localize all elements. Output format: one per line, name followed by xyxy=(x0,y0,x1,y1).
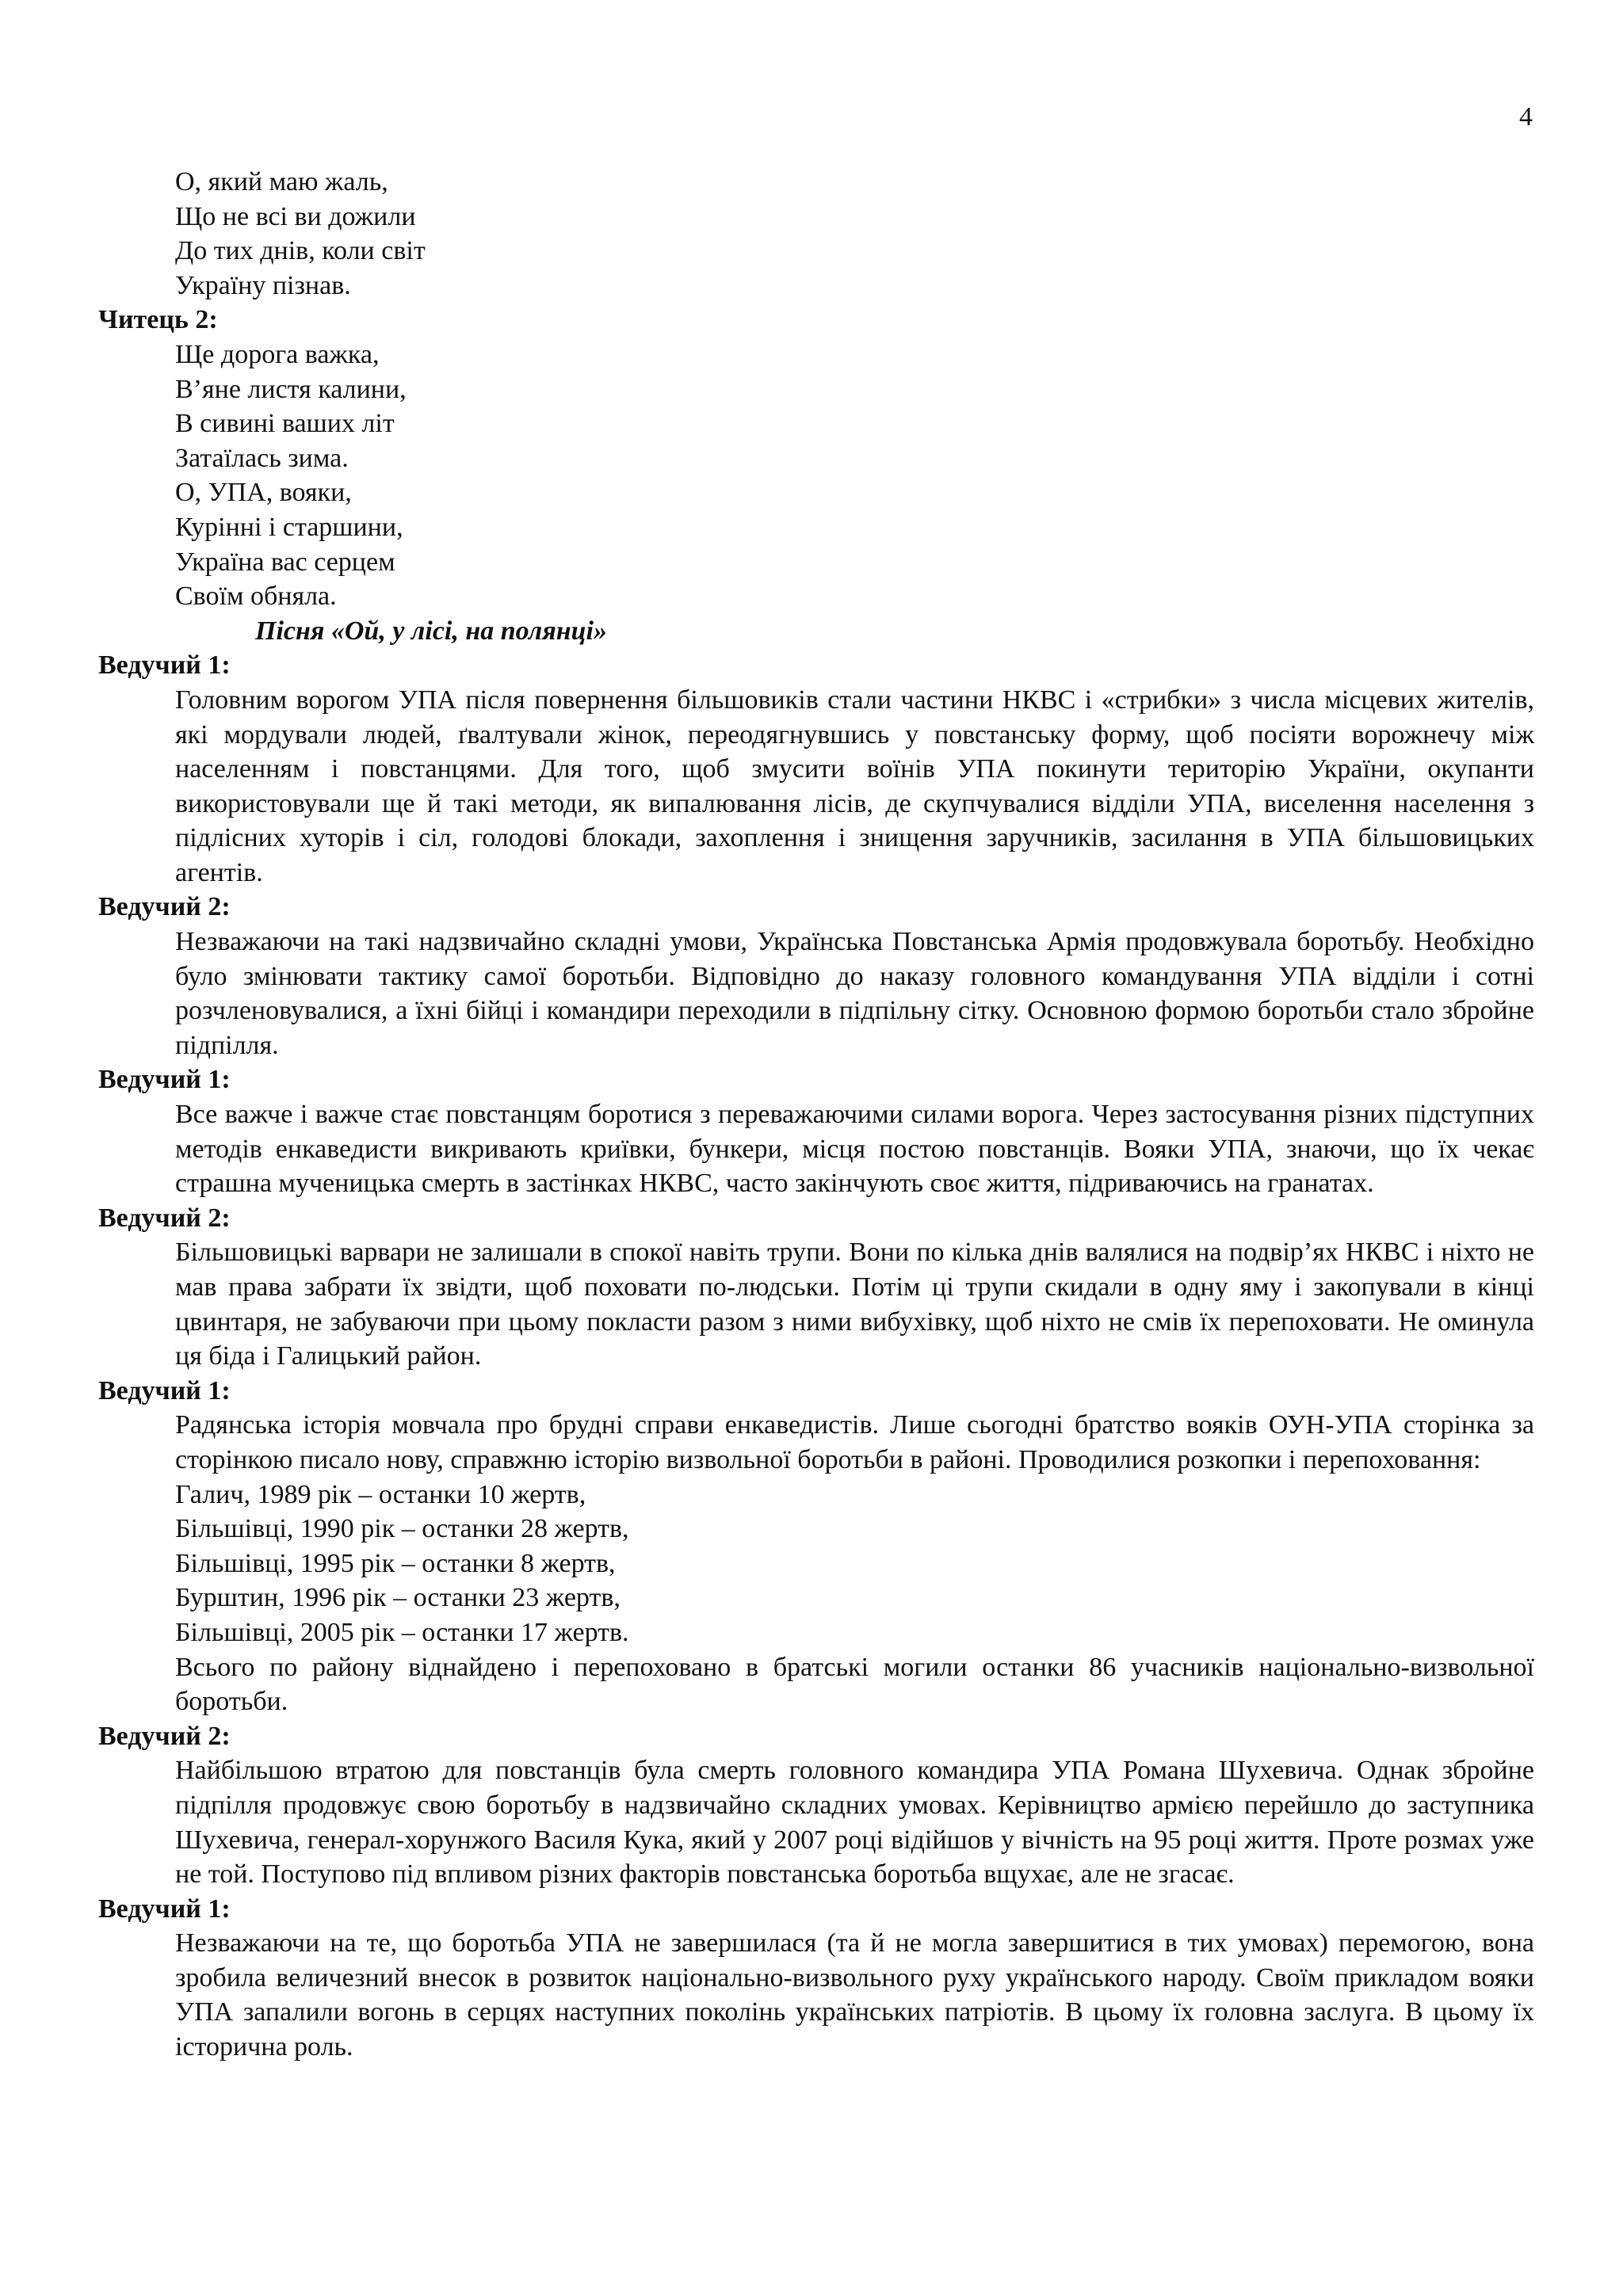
verse-line: О, який маю жаль, xyxy=(175,167,388,196)
paragraph: Все важче і важче стає повстанцям боротися з переважаючими силами ворога. Через застосування різних підступних методів енкаведисти викривають криївки, бункери, місця постою повстанців. Вояки УПА, знаючи, що їх чекає страшна мученицька смерть в застінках НКВС, часто закінчують своє життя, підриваючись на гранатах. xyxy=(175,1100,1534,1199)
verse-line: Більшівці, 1990 рік – останки 28 жертв, xyxy=(175,1514,629,1544)
paragraph: Радянська історія мовчала про брудні справи енкаведистів. Лише сьогодні братство вояків ОУН-УПА сторінка за сторінкою писало нову, справжню історію визвольної боротьби в районі. Проводилися розкопки і перепоховання: xyxy=(175,1410,1534,1474)
verse-line: В сивині ваших літ xyxy=(175,409,395,439)
verse-line: Курінні і старшини, xyxy=(175,512,403,542)
paragraph: Головним ворогом УПА після повернення більшовиків стали частини НКВС і «стрибки» з числа місцевих жителів, які мордували людей, ґвалтували жінок, переодягнувшись у повстанську форму, щоб посіяти ворожнечу між населенням і повстанцями. Для того, щоб змусити воїнів УПА покинути територію України, окупанти використовували ще й такі методи, як випалювання лісів, де скупчувалися відділи УПА, виселення населення з підлісних хуторів і сіл, голодові блокади, захоплення і знищення заручників, засилання в УПА більшовицьких агентів. xyxy=(175,685,1534,887)
verse-line: Україна вас серцем xyxy=(175,547,395,577)
paragraph: Всього по району віднайдено і перепоховано в братські могили останки 86 учасників національно-визвольної боротьби. xyxy=(175,1652,1534,1717)
verse-line: Що не всі ви дожили xyxy=(175,201,416,231)
document-body xyxy=(98,165,1534,2065)
speaker-label: Ведучий 2: xyxy=(98,892,231,922)
verse-line: Бурштин, 1996 рік – останки 23 жертв, xyxy=(175,1583,621,1613)
verse-line: Ще дорога важка, xyxy=(175,339,380,369)
speaker-label: Ведучий 1: xyxy=(98,650,231,681)
verse-line: Більшівці, 2005 рік – останки 17 жертв. xyxy=(175,1617,629,1647)
paragraph: Незважаючи на такі надзвичайно складні умови, Українська Повстанська Армія продовжувала боротьбу. Необхідно було змінювати тактику самої боротьби. Відповідно до наказу головного командування УПА відділи і сотні розчленовувалися, а їхні бійці і командири переходили в підпільну сітку. Основною формою боротьби стало збройне підпілля. xyxy=(175,927,1534,1060)
speaker-label: Ведучий 2: xyxy=(98,1203,231,1233)
verse-line: Україну пізнав. xyxy=(175,270,351,300)
verse-line: Затаїлась зима. xyxy=(175,443,349,473)
verse-line: О, УПА, вояки, xyxy=(175,478,352,508)
verse-line: До тих днів, коли світ xyxy=(175,236,426,266)
speaker-label: Читець 2: xyxy=(98,305,218,335)
song-title: Пісня «Ой, у лісі, на полянці» xyxy=(255,616,607,646)
speaker-label: Ведучий 1: xyxy=(98,1894,231,1924)
paragraph: Більшовицькі варвари не залишали в спокої навіть трупи. Вони по кілька днів валялися на подвір’ях НКВС і ніхто не мав права забрати їх звідти, щоб поховати по-людськи. Потім ці трупи скидали в одну яму і закопували в кінці цвинтаря, не забуваючи при цьому покласти разом з ними вибухівку, щоб ніхто не смів їх перепоховати. Не оминула ця біда і Галицький район. xyxy=(175,1238,1534,1371)
page-number: 4 xyxy=(1519,102,1533,132)
paragraph: Найбільшою втратою для повстанців була смерть головного командира УПА Романа Шухевича. Однак збройне підпілля продовжує свою боротьбу в надзвичайно складних умовах. Керівництво армією перейшло до заступника Шухевича, генерал-хорунжого Василя Кука, який у 2007 році відійшов у вічність на 95 році життя. Проте розмах уже не той. Поступово під впливом різних факторів повстанська боротьба вщухає, але не згасає. xyxy=(175,1756,1534,1890)
verse-line: Галич, 1989 рік – останки 10 жертв, xyxy=(175,1479,586,1509)
paragraph: Незважаючи на те, що боротьба УПА не завершилася (та й не могла завершитися в тих умовах) перемогою, вона зробила величезний внесок в розвиток національно-визвольного руху українського народу. Своїм прикладом вояки УПА запалили вогонь в серцях наступних поколінь українських патріотів. В цьому їх головна заслуга. В цьому їх історична роль. xyxy=(175,1928,1534,2062)
speaker-label: Ведучий 2: xyxy=(98,1721,231,1751)
verse-line: В’яне листя калини, xyxy=(175,374,407,404)
verse-line: Більшівці, 1995 рік – останки 8 жертв, xyxy=(175,1548,616,1578)
speaker-label: Ведучий 1: xyxy=(98,1375,231,1405)
speaker-label: Ведучий 1: xyxy=(98,1065,231,1095)
verse-line: Своїм обняла. xyxy=(175,582,337,612)
